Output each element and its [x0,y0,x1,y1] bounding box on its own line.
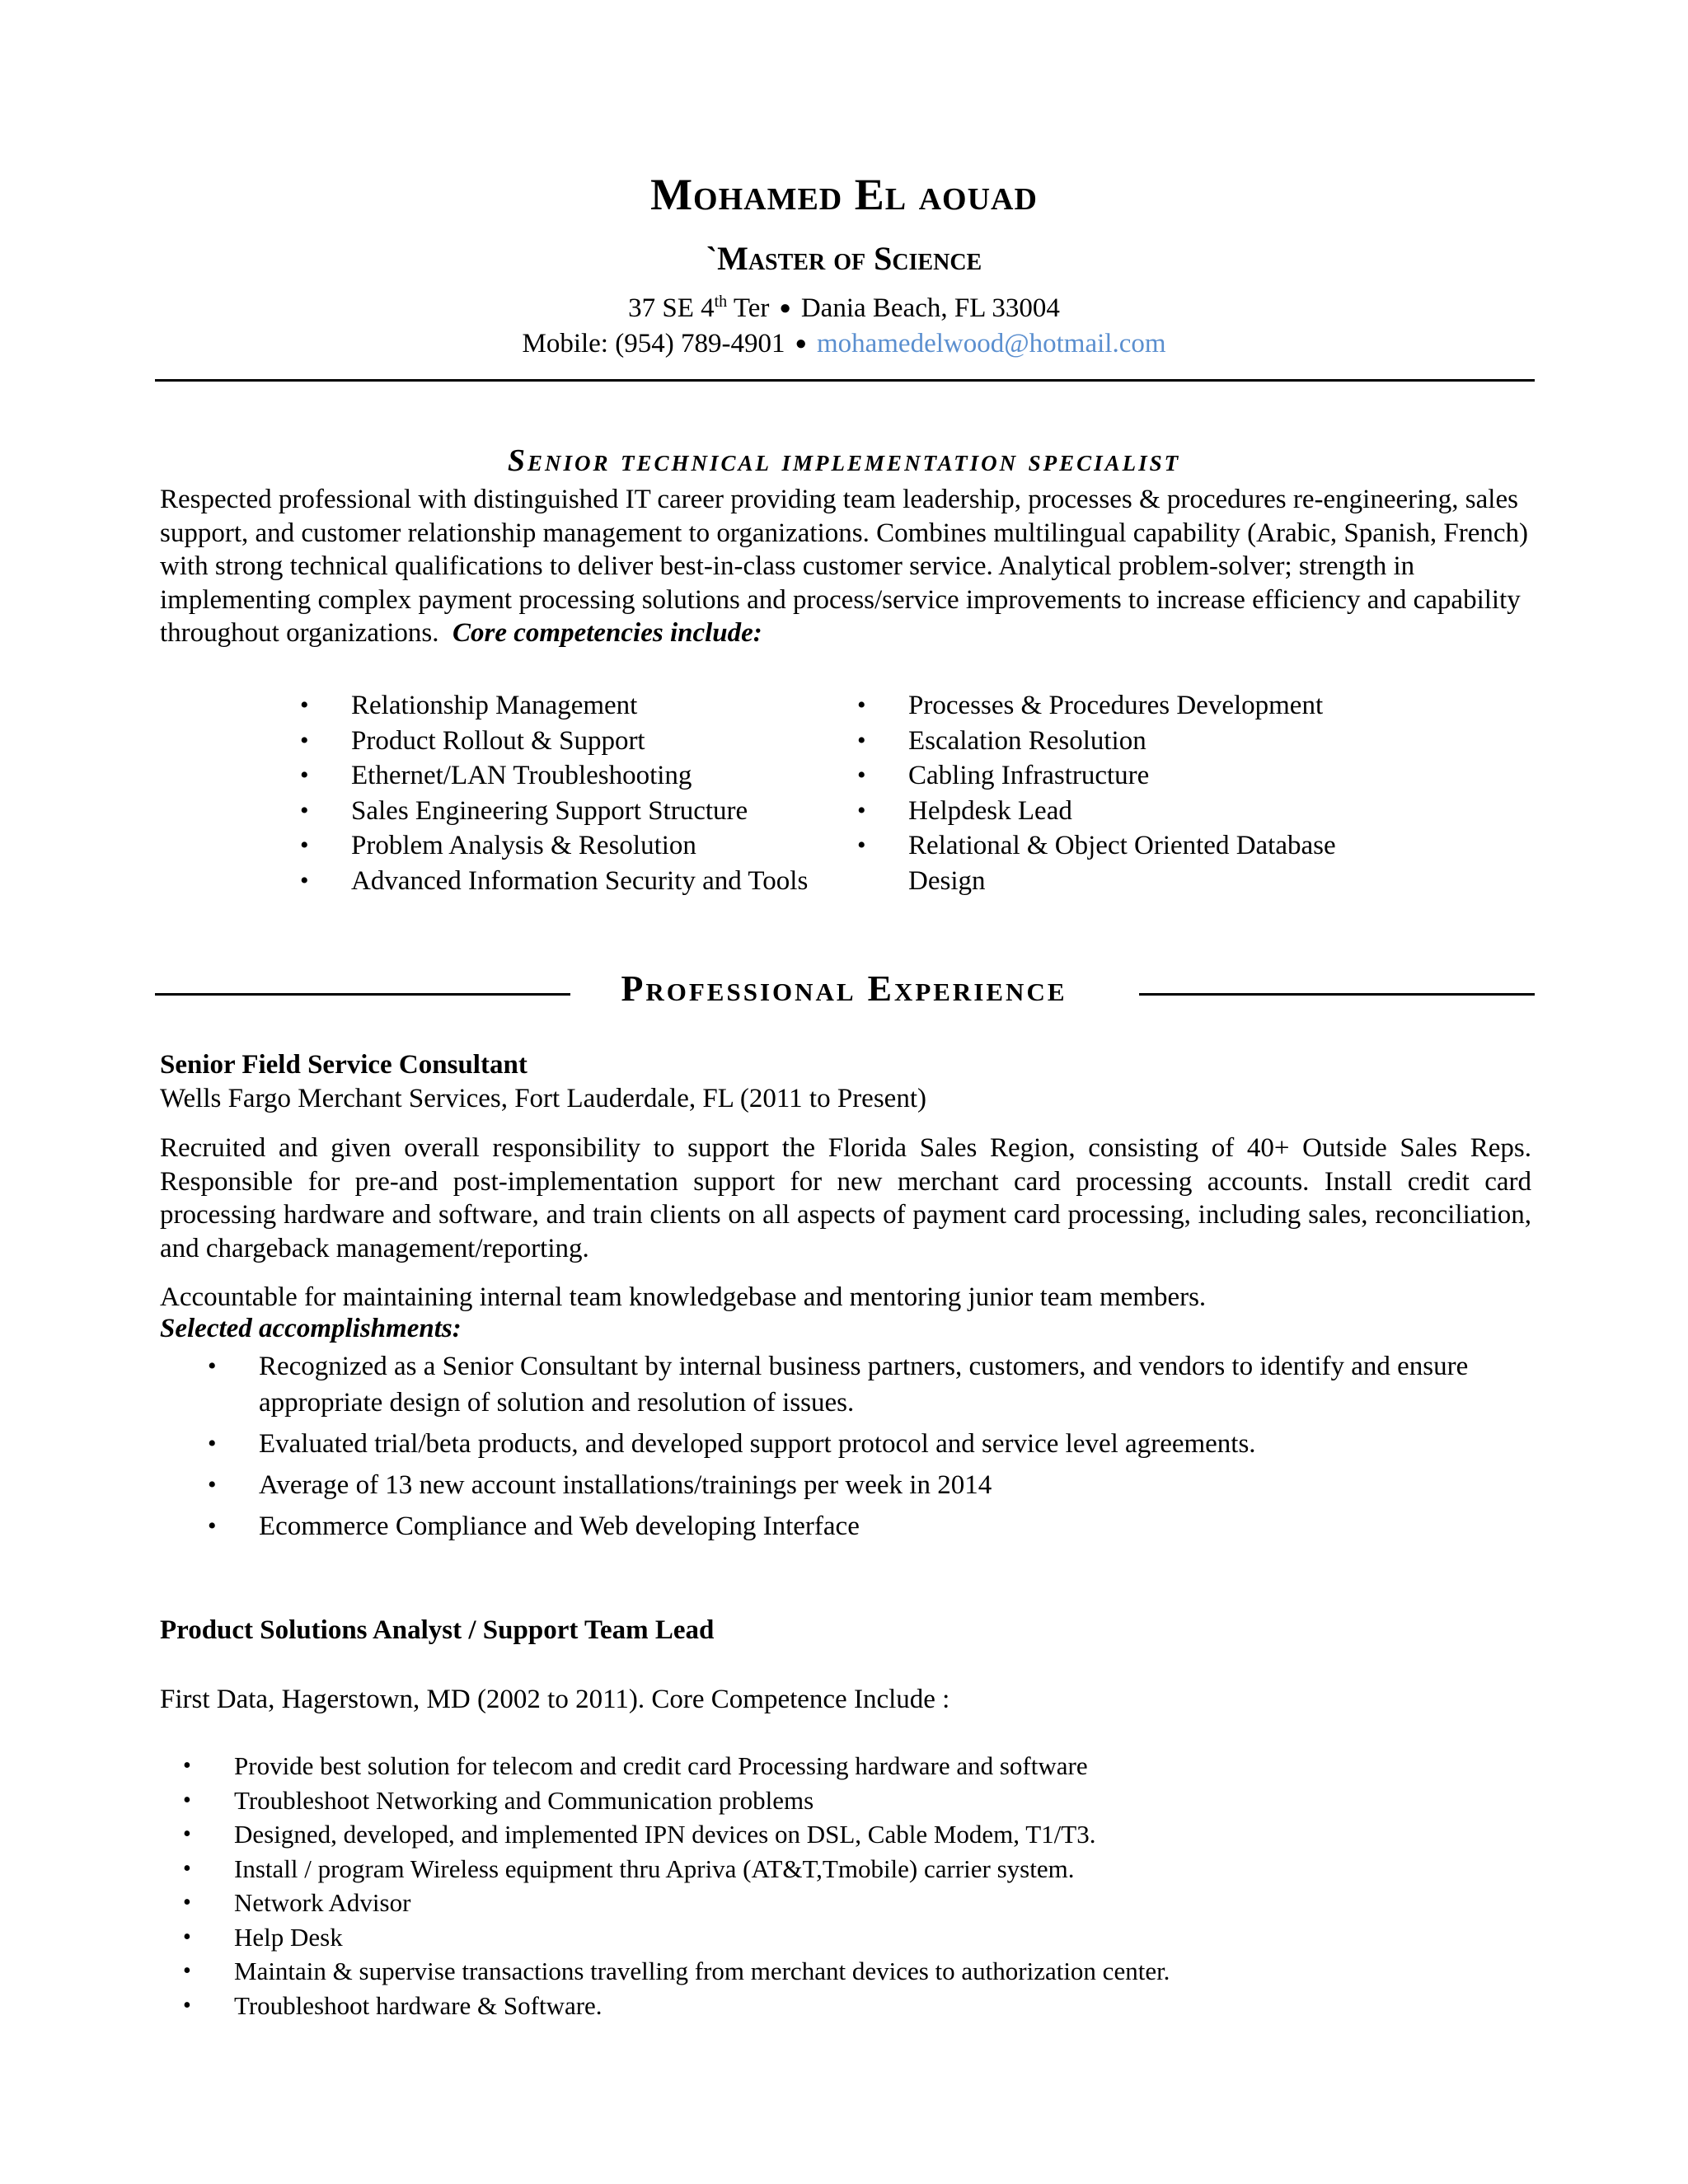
job1-title: Senior Field Service Consultant [160,1050,528,1080]
list-item: • Maintain & supervise transactions travelling from merchant devices to authorization center. [183,1954,1502,1989]
address-city: Dania Beach, FL 33004 [800,293,1060,323]
contact-line [0,326,1688,362]
list-item: • Network Advisor [183,1886,1502,1920]
list-item: • Escalation Resolution [857,724,1385,759]
mobile-number: Mobile: (954) 789-4901 [522,329,785,359]
email-link[interactable]: mohamedelwood@hotmail.com [816,329,1166,359]
accomplishments-list [208,1348,1526,1549]
list-item: • Processes & Procedures Development [857,688,1385,724]
list-item: • Problem Analysis & Resolution [300,828,811,864]
list-item: • Ethernet/LAN Troubleshooting [300,758,811,794]
list-item: • Average of 13 new account installations/trainings per week in 2014 [208,1467,1526,1503]
competencies-left-list [300,688,811,898]
experience-heading: Professional Experience [621,968,1067,1009]
list-item: • Provide best solution for telecom and credit card Processing hardware and software [183,1749,1502,1783]
job2-title: Product Solutions Analyst / Support Team Lead [160,1615,715,1645]
job1-description: Recruited and given overall responsibility to support the Florida Sales Region, consisting of 40+ Outside Sales Reps. Responsible for pre-and post-implementation support for new merchant card processing accounts. Install credit card processing hardware and software, and train clients on all aspects of payment card processing, including sales, reconciliation, and chargeback management/reporting. [160,1133,1531,1263]
professional-title: Senior technical implementation specialist [507,443,1181,478]
summary-paragraph [160,483,1536,650]
competencies-lead-in: Core competencies include: [452,618,762,648]
list-item: • Relationship Management [300,688,811,724]
address-street-suffix: Ter [727,293,770,323]
job2-competence-list [183,1749,1502,2022]
list-item: • Ecommerce Compliance and Web developing Interface [208,1508,1526,1544]
list-item: • Cabling Infrastructure [857,758,1385,794]
list-item: • Evaluated trial/beta products, and developed support protocol and service level agreements. [208,1426,1526,1462]
job2-company: First Data, Hagerstown, MD (2002 to 2011). Core Competence Include : [160,1685,950,1714]
competencies-right-list [857,688,1385,898]
address-street: 37 SE 4 [628,293,715,323]
list-item: • Troubleshoot hardware & Software. [183,1989,1502,2023]
list-item: • Advanced Information Security and Tools [300,864,811,899]
list-item: • Recognized as a Senior Consultant by internal business partners, customers, and vendors to identify and ensure appropriate design of solution and resolution of issues. [208,1348,1526,1421]
separator-dot-icon: ● [795,333,807,354]
separator-dot-icon: ● [779,298,791,319]
list-item: • Troubleshoot Networking and Communication problems [183,1783,1502,1818]
list-item: • Helpdesk Lead [857,794,1385,829]
section-rule-right [1139,993,1535,996]
list-item: • Designed, developed, and implemented IPN devices on DSL, Cable Modem, T1/T3. [183,1817,1502,1852]
address-sup: th [714,293,728,311]
list-item: • Product Rollout & Support [300,724,811,759]
candidate-name: Mohamed El aouad [650,170,1038,219]
header-divider [155,379,1535,382]
list-item: • Relational & Object Oriented Database Design [857,828,1385,898]
degree: `Master of Science [706,240,982,277]
list-item: • Sales Engineering Support Structure [300,794,811,829]
address [0,290,1688,326]
summary-text: Respected professional with distinguished IT career providing team leadership, processes & procedures re-engineering, sales support, and customer relationship management to organizations. Combines multilingual capability (Arabic, Spanish, French) with strong technical qualifications to deliver best-in-class customer service. Analytical problem-solver; strength in implementing complex payment processing solutions and process/service improvements to increase efficiency and capability throughout organizations. [160,485,1529,648]
job1-accountability: Accountable for maintaining internal team knowledgebase and mentoring junior team members. [160,1282,1207,1312]
job1-company: Wells Fargo Merchant Services, Fort Lauderdale, FL (2011 to Present) [160,1084,926,1113]
accomplishments-label: Selected accomplishments: [160,1314,462,1343]
list-item: • Install / program Wireless equipment thru Apriva (AT&T,Tmobile) carrier system. [183,1852,1502,1886]
list-item: • Help Desk [183,1920,1502,1955]
